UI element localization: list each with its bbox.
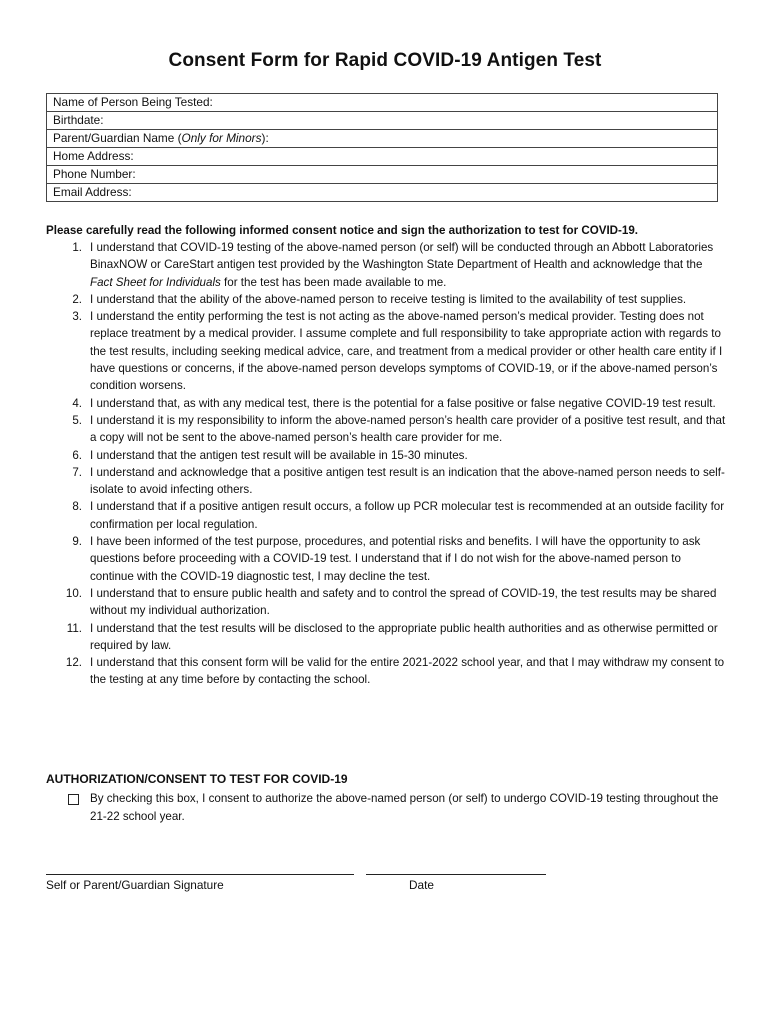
item-number: 10. xyxy=(65,586,82,600)
list-item xyxy=(46,447,726,464)
item-number: 3. xyxy=(72,310,82,324)
field-row-birthdate[interactable] xyxy=(47,112,718,130)
item-text: I understand that the antigen test result will be available in 15-30 minutes. xyxy=(90,448,468,462)
item-number: 8. xyxy=(72,500,82,514)
consent-checkbox[interactable] xyxy=(68,794,79,805)
list-item xyxy=(46,395,726,412)
field-label: Birthdate: xyxy=(47,112,718,130)
consent-checkbox-label: By checking this box, I consent to authorize the above-named person (or self) to undergo COVID-19 testing throughout the 21-22 school year. xyxy=(90,792,719,823)
list-item xyxy=(46,412,726,447)
field-label-pre: Parent/Guardian Name ( xyxy=(53,131,182,145)
item-text: I understand that the test results will be disclosed to the appropriate public health authorities and as otherwise permitted or required by law. xyxy=(90,621,718,652)
field-label: Phone Number: xyxy=(47,166,718,184)
field-label-emphasis: Only for Minors xyxy=(181,131,262,145)
item-number: 1. xyxy=(72,241,82,254)
item-number: 11. xyxy=(66,621,82,635)
field-label: Name of Person Being Tested: xyxy=(47,94,718,112)
signature-line[interactable] xyxy=(46,864,354,875)
consent-intro: Please carefully read the following informed consent notice and sign the authorization to test for COVID-19. xyxy=(46,224,639,237)
item-number: 2. xyxy=(72,292,82,306)
page-title: Consent Form for Rapid COVID-19 Antigen Test xyxy=(168,50,602,71)
item-number: 6. xyxy=(72,448,82,462)
field-row-name[interactable] xyxy=(47,94,718,112)
item-text: I understand and acknowledge that a positive antigen test result is an indication that the above-named person needs to self-isolate to avoid infecting others. xyxy=(90,465,725,497)
list-item xyxy=(46,308,726,394)
item-number: 5. xyxy=(72,413,82,427)
item-text: I understand that the ability of the above-named person to receive testing is limited to the availability of test supplies. xyxy=(90,292,687,306)
item-text-pre: I understand that COVID-19 testing of the above-named person (or self) will be conducted through an Abbott Laboratories BinaxNOW or CareStart antigen test provided by the Washington State Department of Health and acknowledge that the xyxy=(90,241,714,272)
list-item xyxy=(46,498,726,533)
item-text-emphasis: Fact Sheet for Individuals xyxy=(90,275,221,289)
list-item xyxy=(46,620,726,655)
field-label: Email Address: xyxy=(47,184,718,202)
item-text: I understand that, as with any medical test, there is the potential for a false positive or false negative COVID-19 test result. xyxy=(90,396,716,410)
field-row-email[interactable] xyxy=(47,184,718,202)
field-label: Home Address: xyxy=(47,148,718,166)
item-text: I understand that to ensure public health and safety and to control the spread of COVID-19, the test results may be shared without my individual authorization. xyxy=(90,586,717,618)
item-number: 7. xyxy=(72,465,82,479)
field-row-phone[interactable] xyxy=(47,166,718,184)
field-label-post: ): xyxy=(261,131,269,145)
item-text: I understand the entity performing the test is not acting as the above-named person’s medical provider. Testing does not replace treatment by a medical provider. I assume complete and full responsibility to take appropriate action with regards to the test results, including seeking medical advice, care, and treatment from a medical provider or other health care entity if I have questions or concerns, if the above-named person develops symptoms of COVID-19, or if the above-named person’s condition worsens. xyxy=(90,310,723,393)
person-info-table xyxy=(46,93,718,202)
list-item xyxy=(46,239,726,291)
date-line[interactable] xyxy=(366,864,546,875)
item-text: I understand that this consent form will be valid for the entire 2021-2022 school year, and that I may withdraw my consent to the testing at any time before by contacting the school. xyxy=(90,656,725,687)
field-row-address[interactable] xyxy=(47,148,718,166)
list-item xyxy=(46,533,726,585)
item-number: 12. xyxy=(65,656,82,670)
item-number: 9. xyxy=(72,535,82,549)
consent-checkbox-row xyxy=(68,790,728,825)
item-text: I have been informed of the test purpose, procedures, and potential risks and benefits. I will have the opportunity to ask questions before proceeding with a COVID-19 test. I understand that if I do not wish for the above-named person to continue with the COVID-19 diagnostic test, I may decline the test. xyxy=(90,535,701,583)
item-text-post: for the test has been made available to me. xyxy=(220,275,447,289)
consent-items-list xyxy=(46,239,726,689)
item-number: 4. xyxy=(72,396,82,410)
list-item xyxy=(46,291,726,308)
list-item xyxy=(46,464,726,499)
field-label xyxy=(47,130,718,148)
list-item xyxy=(46,585,726,620)
authorization-heading: AUTHORIZATION/CONSENT TO TEST FOR COVID-19 xyxy=(46,772,348,786)
date-label: Date xyxy=(409,878,434,892)
signature-label: Self or Parent/Guardian Signature xyxy=(46,878,224,892)
list-item xyxy=(46,654,726,689)
item-text: I understand that if a positive antigen result occurs, a follow up PCR molecular test is recommended at an outside facility for confirmation per local regulation. xyxy=(90,500,725,531)
field-row-guardian[interactable] xyxy=(47,130,718,148)
item-text: I understand it is my responsibility to inform the above-named person’s health care provider of a positive test result, and that a copy will not be sent to the above-named person’s health care provider for me. xyxy=(90,413,726,445)
